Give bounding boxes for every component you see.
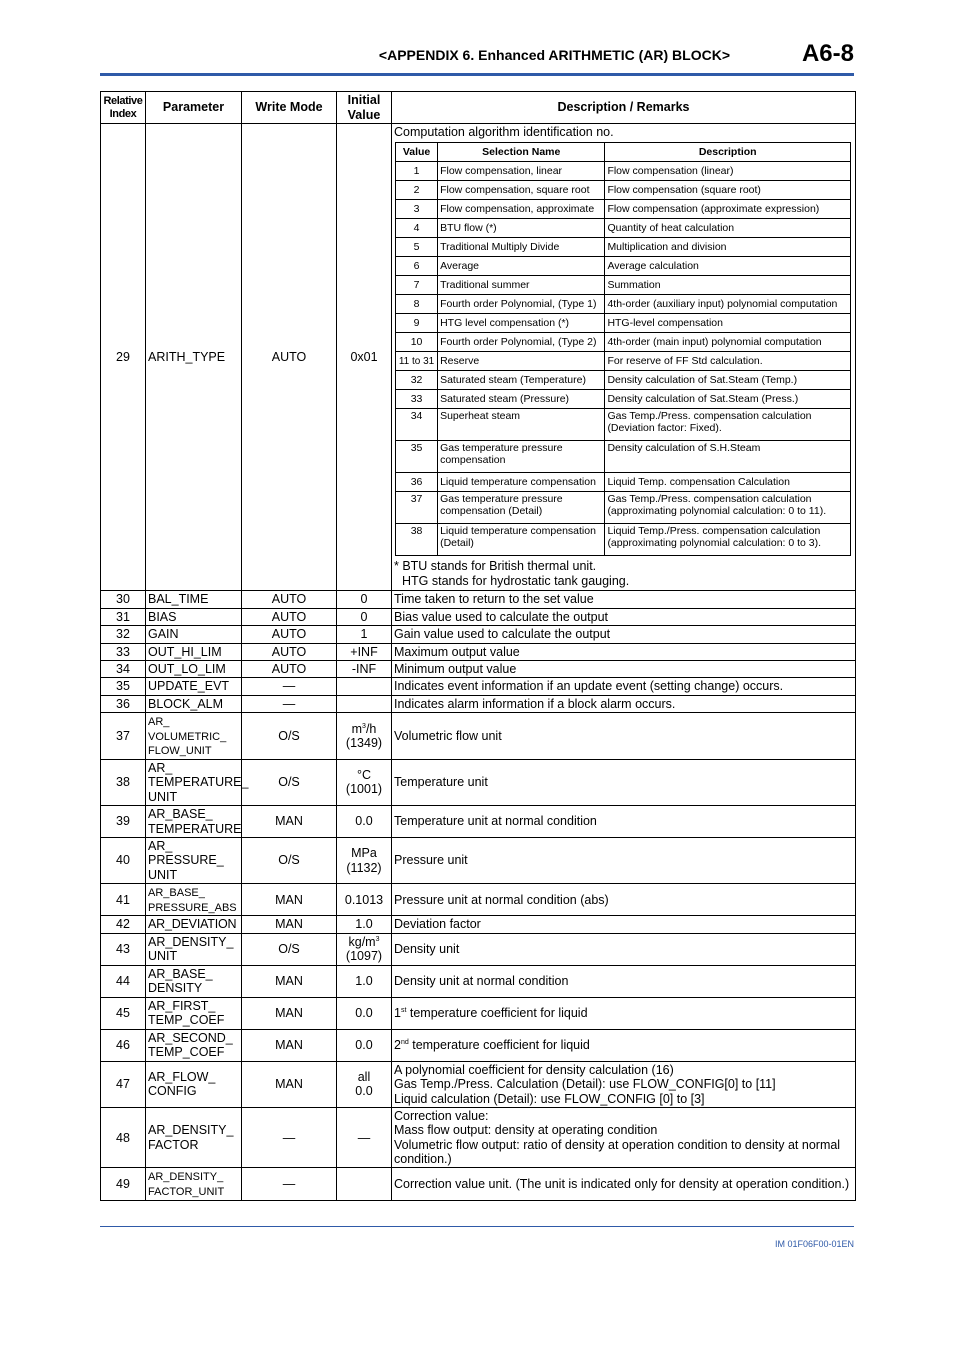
cell-write-mode: MAN [242,1061,337,1107]
cell-index: 43 [101,933,146,965]
table-row-29 [101,124,856,591]
superscript: nd [400,1038,409,1046]
text-line: A polynomial coefficient for density calculation (16) [394,1062,674,1077]
cell-write-mode: — [242,678,337,695]
cell-write-mode: MAN [242,916,337,933]
cell-index: 45 [101,997,146,1029]
text-line: AR_ [148,760,173,775]
cell-initial-value [337,1061,392,1107]
subtable-row [396,352,851,371]
cell-parameter [146,838,242,884]
header-initial-value: Initial Value [337,92,392,124]
subtable-row [396,162,851,181]
sub-cell-value: 1 [396,162,438,181]
sub-cell-value: 4 [396,219,438,238]
text-line: VOLUMETRIC_ [148,730,227,743]
text-line: Gas Temp./Press. Calculation (Detail): use FLOW_CONFIG[0] to [11] [394,1077,776,1092]
sub-cell-description: For reserve of FF Std calculation. [605,352,851,371]
subtable-row [396,200,851,219]
text-line: (1349) [345,735,383,750]
text-line: MPa [351,846,377,861]
cell-write-mode: O/S [242,759,337,805]
subheader-selection: Selection Name [438,143,605,162]
sub-cell-description: 4th-order (auxiliary input) polynomial computation [605,295,851,314]
subtable-row [396,371,851,390]
sub-cell-value: 34 [396,409,438,441]
cell-index: 30 [101,591,146,608]
sub-cell-selection: Superheat steam [438,409,605,441]
cell-parameter [146,1061,242,1107]
subtable-row [396,181,851,200]
cell-initial-value: 0 [337,608,392,625]
cell-description [392,124,856,591]
subtable-row [396,441,851,473]
superscript: st [400,1006,407,1014]
text-line: AR_FIRST_ [148,998,216,1013]
text-line: $m^3/h$ [351,721,377,736]
sub-cell-value: 5 [396,238,438,257]
text-line: FACTOR_UNIT [148,1186,225,1199]
sub-cell-selection: Liquid temperature compensation (Detail) [438,524,605,556]
cell-parameter [146,713,242,760]
cell-write-mode: MAN [242,884,337,916]
cell-index: 42 [101,916,146,933]
sub-cell-selection: Saturated steam (Pressure) [438,390,605,409]
header-relative-index: Relative Index [101,92,146,124]
cell-initial-value [337,695,392,712]
subtable-row [396,295,851,314]
cell-parameter: AR_DEVIATION [146,916,242,933]
cell-initial-value [337,759,392,805]
text-line: UNIT [148,949,178,964]
table-row-36 [101,695,856,712]
cell-parameter: ARITH_TYPE [146,124,242,591]
cell-description: Volumetric flow unit [392,713,856,760]
table-row-45 [101,997,856,1029]
cell-write-mode: MAN [242,806,337,838]
superscript: 3 [362,722,366,730]
arith-type-subtable [395,142,851,556]
subtable-row [396,333,851,352]
cell-parameter: BLOCK_ALM [146,695,242,712]
subtable-row [396,238,851,257]
cell-parameter: OUT_LO_LIM [146,660,242,677]
cell-description: Indicates event information if an update event (setting change) occurs. [392,678,856,695]
sub-cell-description: Flow compensation (square root) [605,181,851,200]
text-line: 0.0 [355,1084,373,1099]
sub-cell-description: Density calculation of Sat.Steam (Temp.) [605,371,851,390]
cell-description: Indicates alarm information if a block alarm occurs. [392,695,856,712]
sub-cell-description: Gas Temp./Press. compensation calculation (Deviation factor: Fixed). [605,409,851,441]
text-line: PRESSURE_ [148,853,224,868]
cell-parameter [146,1168,242,1200]
cell-write-mode: O/S [242,838,337,884]
header-rule [100,73,854,76]
cell-description: Maximum output value [392,643,856,660]
cell-index: 37 [101,713,146,760]
cell-write-mode: AUTO [242,626,337,643]
table-row-48 [101,1107,856,1168]
table-row-47 [101,1061,856,1107]
cell-description: Density unit [392,933,856,965]
cell-parameter: BIAS [146,608,242,625]
sub-cell-description: Liquid Temp. compensation Calculation [605,473,851,492]
text-line: AR_BASE_ [148,887,205,900]
cell-index: 38 [101,759,146,805]
text-line: all [357,1070,371,1085]
subtable-row [396,492,851,524]
cell-initial-value: -INF [337,660,392,677]
table-row-44 [101,965,856,997]
table-row-30 [101,591,856,608]
cell-parameter [146,884,242,916]
text-line: AR_ [148,716,170,728]
cell-description: Pressure unit at normal condition (abs) [392,884,856,916]
text-line: FLOW_UNIT [148,745,212,758]
subtable-row [396,473,851,492]
sub-cell-description: Average calculation [605,257,851,276]
subtable-row [396,257,851,276]
cell-index: 29 [101,124,146,591]
text-line: CONFIG [148,1084,197,1099]
table-row-49 [101,1168,856,1200]
cell-description: Bias value used to calculate the output [392,608,856,625]
sub-cell-value: 33 [396,390,438,409]
text-line: Correction value: [394,1108,489,1123]
cell-write-mode: MAN [242,1029,337,1061]
cell-initial-value: — [337,1107,392,1168]
parameter-table [100,91,856,1201]
cell-index: 36 [101,695,146,712]
cell-description: Density unit at normal condition [392,965,856,997]
subheader-value: Value [396,143,438,162]
cell-initial-value: 1.0 [337,916,392,933]
sub-cell-value: 32 [396,371,438,390]
table-row-38 [101,759,856,805]
sub-cell-value: 11 to 31 [396,352,438,371]
cell-initial-value: +INF [337,643,392,660]
cell-index: 34 [101,660,146,677]
sub-cell-value: 37 [396,492,438,524]
text-line: PRESSURE_ABS [148,901,237,914]
cell-parameter [146,806,242,838]
sub-cell-selection: BTU flow (*) [438,219,605,238]
table-row-43 [101,933,856,965]
sub-cell-description: Quantity of heat calculation [605,219,851,238]
cell-description: Temperature unit [392,759,856,805]
subtable-row [396,409,851,441]
text-line: TEMP_COEF [148,1045,225,1060]
text-line: UNIT [148,789,178,804]
cell-write-mode: AUTO [242,660,337,677]
text-line: Volumetric flow output: ratio of density at operation condition to density at normal condition.) [394,1137,841,1167]
sub-cell-value: 9 [396,314,438,333]
cell-index: 31 [101,608,146,625]
sub-cell-description: Summation [605,276,851,295]
cell-initial-value: 0.0 [337,1029,392,1061]
text-line: (1001) [345,782,383,797]
sub-cell-selection: Fourth order Polynomial, (Type 1) [438,295,605,314]
cell-parameter [146,933,242,965]
text-line: $kg/m^3$ [348,934,380,949]
table-row-33 [101,643,856,660]
cell-initial-value [337,678,392,695]
sub-cell-selection: Reserve [438,352,605,371]
cell-initial-value [337,713,392,760]
cell-description: Minimum output value [392,660,856,677]
cell-index: 46 [101,1029,146,1061]
sub-cell-selection: Fourth order Polynomial, (Type 2) [438,333,605,352]
footer-rule [100,1226,854,1227]
cell-description: 2nd temperature coefficient for liquid [392,1029,856,1061]
cell-index: 35 [101,678,146,695]
subheader-description: Description [605,143,851,162]
cell-description [392,1061,856,1107]
cell-write-mode: O/S [242,933,337,965]
cell-initial-value: 0 [337,591,392,608]
sub-cell-description: 4th-order (main input) polynomial computation [605,333,851,352]
sub-cell-selection: Average [438,257,605,276]
sub-cell-description: Density calculation of Sat.Steam (Press.) [605,390,851,409]
table-row-41 [101,884,856,916]
sub-cell-selection: Flow compensation, linear [438,162,605,181]
cell-initial-value: 0.1013 [337,884,392,916]
cell-write-mode: AUTO [242,608,337,625]
cell-initial-value [337,933,392,965]
header-write-mode: Write Mode [242,92,337,124]
superscript: 3 [375,935,380,943]
sub-cell-selection: Gas temperature pressure compensation [438,441,605,473]
table-row-35 [101,678,856,695]
cell-parameter: BAL_TIME [146,591,242,608]
document-id: IM 01F06F00-01EN [774,1239,854,1249]
text-line: AR_DENSITY_ [148,934,234,949]
text-line: TEMPERATURE_ [148,775,249,790]
sub-cell-value: 2 [396,181,438,200]
table-row-31 [101,608,856,625]
text-line: TEMPERATURE [148,821,242,836]
sub-cell-selection: Traditional summer [438,276,605,295]
text-line: UNIT [148,867,178,882]
sub-cell-selection: Flow compensation, square root [438,181,605,200]
cell-description: Gain value used to calculate the output [392,626,856,643]
cell-description: Pressure unit [392,838,856,884]
subtable-row [396,390,851,409]
text-line: AR_DENSITY_ [148,1123,234,1138]
cell-description [392,1107,856,1168]
table-row-32 [101,626,856,643]
sub-cell-value: 10 [396,333,438,352]
cell-initial-value: 1 [337,626,392,643]
cell-initial-value: 0.0 [337,806,392,838]
cell-write-mode: — [242,1107,337,1168]
sub-cell-value: 8 [396,295,438,314]
text-line: AR_SECOND_ [148,1030,233,1045]
text-line: DENSITY [148,981,203,996]
cell-index: 40 [101,838,146,884]
sub-cell-selection: HTG level compensation (*) [438,314,605,333]
cell-parameter: GAIN [146,626,242,643]
sub-cell-description: Multiplication and division [605,238,851,257]
arith-type-intro: Computation algorithm identification no. [394,125,614,139]
cell-index: 39 [101,806,146,838]
cell-index: 41 [101,884,146,916]
sub-cell-selection: Liquid temperature compensation [438,473,605,492]
page-number: A6-8 [801,40,854,67]
sub-cell-value: 3 [396,200,438,219]
subtable-row [396,314,851,333]
cell-write-mode: AUTO [242,124,337,591]
cell-index: 48 [101,1107,146,1168]
sub-cell-value: 7 [396,276,438,295]
text-line: (1132) [346,860,382,875]
cell-parameter [146,759,249,805]
sub-cell-description: Gas Temp./Press. compensation calculation (approximating polynomial calculation: 0 to 11). [605,492,851,524]
cell-write-mode: AUTO [242,591,337,608]
cell-description: Correction value unit. (The unit is indicated only for density at operation condition.) [392,1168,856,1200]
cell-index: 47 [101,1061,146,1107]
sub-cell-value: 6 [396,257,438,276]
sub-cell-selection: Gas temperature pressure compensation (Detail) [438,492,605,524]
sub-cell-selection: Flow compensation, approximate [438,200,605,219]
table-row-40 [101,838,856,884]
cell-parameter [146,965,242,997]
cell-write-mode: AUTO [242,643,337,660]
sub-cell-description: Density calculation of S.H.Steam [605,441,851,473]
header-parameter: Parameter [146,92,242,124]
sub-cell-description: HTG-level compensation [605,314,851,333]
subtable-row [396,219,851,238]
cell-initial-value: 0.0 [337,997,392,1029]
cell-write-mode: — [242,1168,337,1200]
cell-initial-value: 0x01 [337,124,392,591]
cell-initial-value [337,1168,392,1200]
text-line: Mass flow output: density at operating condition [394,1123,658,1138]
cell-description: Temperature unit at normal condition [392,806,856,838]
cell-parameter [146,1029,242,1061]
header-description: Description / Remarks [392,92,856,124]
sub-cell-value: 36 [396,473,438,492]
cell-index: 33 [101,643,146,660]
subtable-row [396,276,851,295]
footnote-btu: * BTU stands for British thermal unit. [394,559,597,574]
cell-write-mode: MAN [242,997,337,1029]
text-line: AR_BASE_ [148,807,213,822]
sub-cell-selection: Traditional Multiply Divide [438,238,605,257]
cell-description: Time taken to return to the set value [392,591,856,608]
cell-write-mode: MAN [242,965,337,997]
sub-cell-selection: Saturated steam (Temperature) [438,371,605,390]
cell-parameter: OUT_HI_LIM [146,643,242,660]
table-row-42 [101,916,856,933]
cell-index: 32 [101,626,146,643]
cell-description: Deviation factor [392,916,856,933]
subtable-row [396,524,851,556]
text-line: AR_FLOW_ [148,1070,216,1085]
footnote-htg: HTG stands for hydrostatic tank gauging. [402,574,630,589]
table-row-46 [101,1029,856,1061]
text-line: AR_DENSITY_ [148,1171,224,1184]
table-row-37 [101,713,856,760]
sub-cell-description: Flow compensation (linear) [605,162,851,181]
sub-cell-value: 38 [396,524,438,556]
cell-initial-value: 1.0 [337,965,392,997]
text-line: °C [356,768,372,783]
cell-index: 49 [101,1168,146,1200]
text-line: AR_BASE_ [148,966,213,981]
text-line: (1097) [345,949,383,964]
text-line: FACTOR [148,1137,199,1152]
table-row-39 [101,806,856,838]
text-line: TEMP_COEF [148,1013,225,1028]
table-header-row [101,92,856,124]
sub-cell-description: Liquid Temp./Press. compensation calculation (approximating polynomial calculation: 0 to 3). [605,524,851,556]
cell-description: 1st temperature coefficient for liquid [392,997,856,1029]
cell-parameter: UPDATE_EVT [146,678,242,695]
cell-initial-value [337,838,392,884]
text-line: AR_ [148,839,173,854]
chapter-title: <APPENDIX 6. Enhanced ARITHMETIC (AR) BLOCK> [378,47,730,63]
cell-write-mode: O/S [242,713,337,760]
cell-write-mode: — [242,695,337,712]
cell-index: 44 [101,965,146,997]
subtable-header-row [396,143,851,162]
cell-parameter [146,997,242,1029]
cell-parameter [146,1107,242,1168]
table-row-34 [101,660,856,677]
sub-cell-value: 35 [396,441,438,473]
sub-cell-description: Flow compensation (approximate expression) [605,200,851,219]
text-line: Liquid calculation (Detail): use FLOW_CONFIG [0] to [3] [394,1091,705,1106]
